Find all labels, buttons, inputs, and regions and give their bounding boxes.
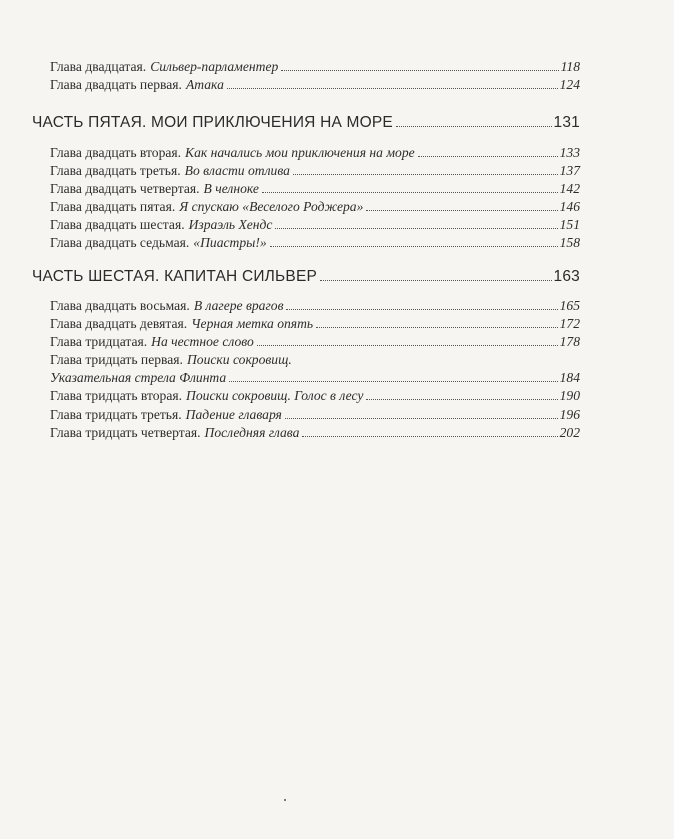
chapter-title: Израэль Хендс xyxy=(188,217,273,233)
page-number: 158 xyxy=(559,235,580,251)
page-number: 165 xyxy=(559,298,580,313)
chapter-label: Глава тридцать четвертая. xyxy=(50,424,201,440)
chapter-label: Глава двадцать первая. xyxy=(50,77,182,93)
chapter-title: «Пиастры!» xyxy=(193,235,267,251)
toc-entry xyxy=(50,351,580,369)
part-title: ЧАСТЬ ШЕСТАЯ. КАПИТАН СИЛЬВЕР xyxy=(32,268,318,285)
toc-section-part-five-entries xyxy=(38,144,580,253)
toc-section-part-six-entries xyxy=(38,297,580,442)
chapter-label: Глава двадцать девятая. xyxy=(50,316,188,332)
dot-leader xyxy=(257,344,558,346)
part-heading xyxy=(32,267,580,287)
page-number: 118 xyxy=(560,59,580,74)
toc-entry xyxy=(50,369,580,387)
dot-leader xyxy=(366,398,557,400)
chapter-title: Как начались мои приключения на море xyxy=(185,145,415,160)
page-number: 124 xyxy=(559,77,580,93)
chapter-label: Глава двадцать шестая. xyxy=(50,217,185,233)
page-number: 151 xyxy=(559,217,580,233)
toc-section-continued xyxy=(38,58,580,94)
toc-entry xyxy=(50,180,580,198)
chapter-title: Поиски сокровищ. Голос в лесу xyxy=(186,388,364,404)
chapter-label: Глава двадцать вторая. xyxy=(50,145,182,160)
dot-leader xyxy=(262,191,558,193)
chapter-title: Во власти отлива xyxy=(184,163,290,179)
dot-leader xyxy=(285,417,558,419)
chapter-title: Указательная стрела Флинта xyxy=(50,370,227,386)
dot-leader xyxy=(316,326,558,328)
chapter-label: Глава тридцать третья. xyxy=(50,406,182,422)
dot-leader xyxy=(366,209,557,211)
part-heading xyxy=(32,113,580,133)
toc-entry xyxy=(50,76,580,94)
toc-section-part-five xyxy=(32,113,580,133)
chapter-label: Глава тридцатая. xyxy=(50,334,148,350)
chapter-title: Атака xyxy=(185,77,224,93)
chapter-label: Глава двадцать седьмая. xyxy=(50,235,190,251)
toc-entry xyxy=(50,216,580,234)
chapter-title: Сильвер-парламентер xyxy=(150,59,279,74)
dot-leader xyxy=(281,69,558,71)
dot-leader xyxy=(293,173,558,175)
toc-entry xyxy=(50,198,580,216)
toc-entry xyxy=(50,162,580,180)
chapter-label: Глава тридцать вторая. xyxy=(50,388,183,404)
chapter-title: Последняя глава xyxy=(204,424,300,440)
toc-entry xyxy=(50,144,580,162)
chapter-title: Падение главаря xyxy=(185,406,282,422)
dot-leader xyxy=(275,227,557,229)
toc-entry xyxy=(50,58,580,76)
chapter-title: Черная метка опять xyxy=(191,316,314,332)
toc-entry xyxy=(50,387,580,405)
page-number: 146 xyxy=(559,199,580,215)
chapter-label: Глава двадцать третья. xyxy=(50,163,181,179)
part-title: ЧАСТЬ ПЯТАЯ. МОИ ПРИКЛЮЧЕНИЯ НА МОРЕ xyxy=(32,114,393,131)
toc-entry xyxy=(50,297,580,315)
dot-leader xyxy=(270,245,558,247)
chapter-label: Глава тридцать первая. xyxy=(50,352,183,368)
toc-entry xyxy=(50,234,580,252)
chapter-title: В челноке xyxy=(203,181,259,197)
toc-entry xyxy=(50,406,580,424)
dot-leader xyxy=(227,87,558,89)
chapter-title: На честное слово xyxy=(151,334,254,350)
chapter-label: Глава двадцать восьмая. xyxy=(50,298,190,313)
dot-leader xyxy=(418,155,558,157)
chapter-title: Поиски сокровищ. xyxy=(186,352,292,368)
page-number: 131 xyxy=(553,114,580,131)
dot-leader xyxy=(286,308,557,310)
page-number: 137 xyxy=(559,163,580,179)
page-number: 202 xyxy=(559,424,580,440)
page-number: 190 xyxy=(559,388,580,404)
print-speck xyxy=(284,799,286,801)
dot-leader xyxy=(302,435,557,437)
chapter-title: Я спускаю «Веселого Роджера» xyxy=(179,199,364,215)
chapter-title: В лагере врагов xyxy=(193,298,284,313)
page-number: 184 xyxy=(559,370,580,386)
dot-leader xyxy=(320,279,551,281)
dot-leader xyxy=(229,380,557,382)
chapter-label: Глава двадцатая. xyxy=(50,59,147,74)
page-number: 163 xyxy=(553,268,580,285)
page-number: 172 xyxy=(559,316,580,332)
toc-entry xyxy=(50,333,580,351)
toc-section-part-six xyxy=(32,267,580,287)
chapter-label: Глава двадцать пятая. xyxy=(50,199,176,215)
toc-entry xyxy=(50,315,580,333)
page-number: 196 xyxy=(559,406,580,422)
toc-entry xyxy=(50,424,580,442)
page-number: 178 xyxy=(559,334,580,350)
page-number: 133 xyxy=(559,145,580,160)
chapter-label: Глава двадцать четвертая. xyxy=(50,181,200,197)
page-number: 142 xyxy=(559,181,580,197)
dot-leader xyxy=(396,125,552,127)
